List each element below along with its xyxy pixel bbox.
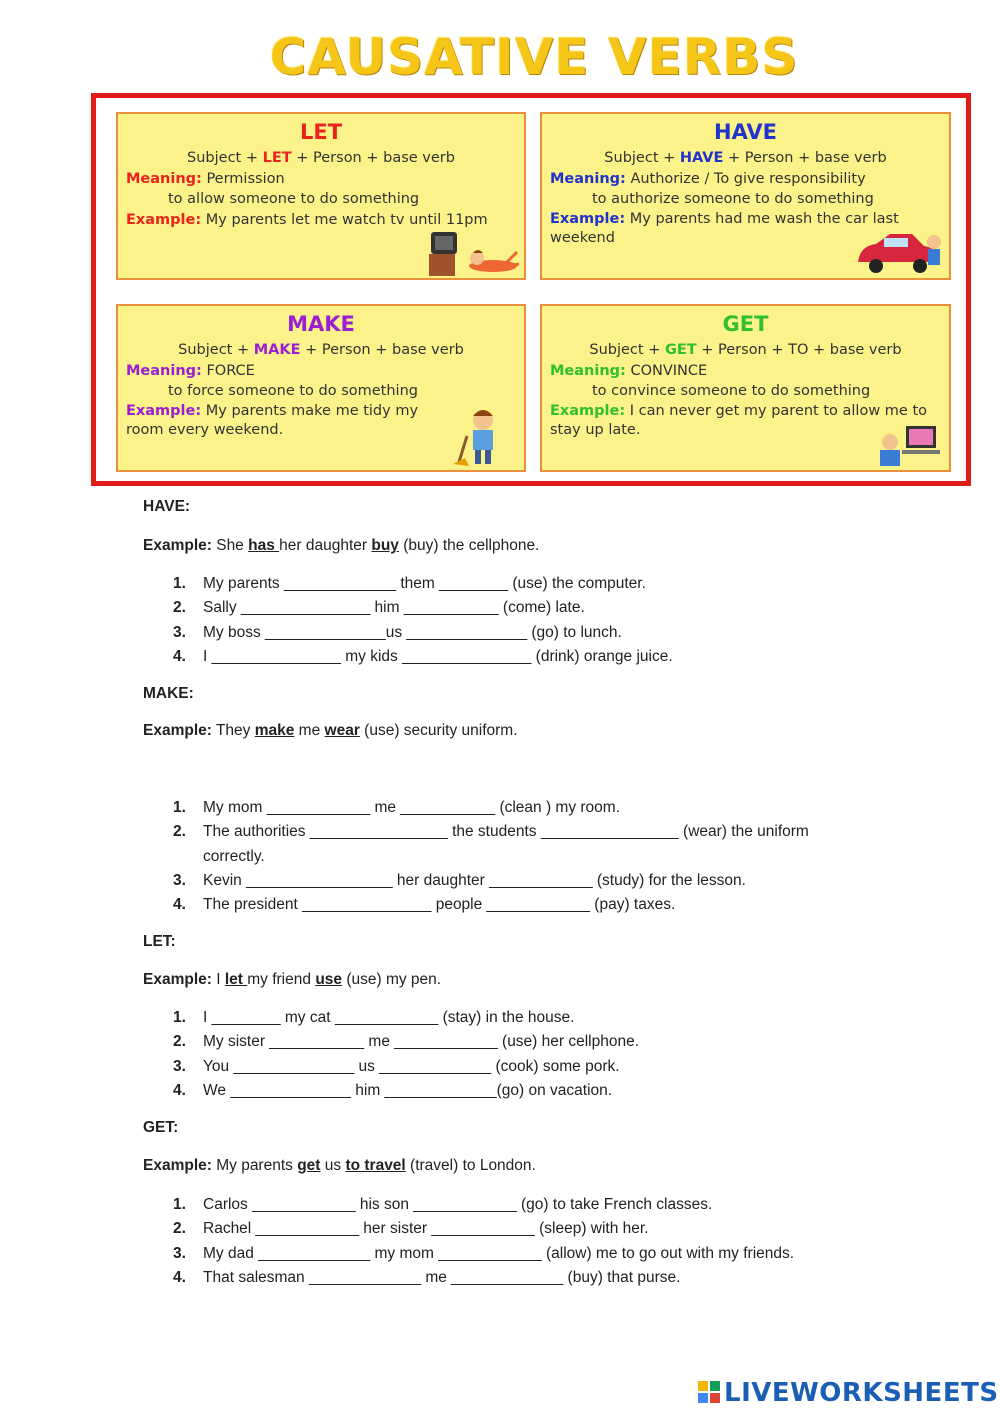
section-make-heading: MAKE: (143, 685, 194, 702)
list-item[interactable]: 1. Carlos ____________ his son ____________ (go) to take French classes. (173, 1196, 713, 1213)
logo-grid-icon (698, 1381, 720, 1403)
section-make-list (143, 796, 843, 917)
section-get-example: Example: My parents get us to travel (travel) to London. (143, 1157, 536, 1174)
list-item[interactable]: 3. My dad _____________ my mom ____________ (allow) me to go out with my friends. (173, 1244, 795, 1262)
list-item[interactable]: 3. My boss ______________us ______________ (go) to lunch. (173, 623, 622, 641)
card-have-formula: Subject + HAVE + Person + base verb (604, 150, 887, 166)
card-get (540, 304, 951, 472)
card-let-meaning: Meaning: Permission (126, 170, 285, 187)
card-let (116, 112, 526, 280)
card-let-gloss: to allow someone to do something (168, 191, 420, 207)
car-wash-illustration (854, 224, 946, 278)
liveworksheets-logo[interactable] (698, 1378, 999, 1408)
list-item[interactable]: 4. We ______________ him _____________(go) on vacation. (173, 1081, 613, 1099)
tv-kid-illustration (423, 226, 523, 278)
section-get-heading: GET: (143, 1119, 179, 1136)
section-make-example: Example: They make me wear (use) security uniform. (143, 722, 518, 739)
card-make-gloss: to force someone to do something (168, 383, 418, 399)
section-let-heading: LET: (143, 933, 176, 950)
list-item[interactable]: 2. My sister ___________ me ____________ (use) her cellphone. (173, 1033, 640, 1051)
list-item[interactable]: 1. I ________ my cat ____________ (stay) in the house. (173, 1009, 575, 1026)
card-have-gloss: to authorize someone to do something (592, 191, 874, 207)
list-item[interactable]: 3. Kevin _________________ her daughter ____________ (study) for the lesson. (173, 871, 746, 889)
card-make-example: Example: My parents make me tidy my room every weekend. (126, 402, 419, 438)
list-item[interactable]: 1. My mom ____________ me ___________ (clean ) my room. (173, 799, 621, 816)
card-make (116, 304, 526, 472)
page-title: CAUSATIVE VERBS (269, 28, 799, 86)
boy-sweeping-illustration (453, 406, 513, 468)
card-have-meaning: Meaning: Authorize / To give responsibility (550, 170, 866, 187)
section-let-list (143, 1006, 843, 1103)
section-have-example: Example: She has her daughter buy (buy) the cellphone. (143, 537, 540, 554)
rules-panel (91, 93, 971, 486)
list-item[interactable]: 4. I _______________ my kids _______________ (drink) orange juice. (173, 647, 673, 665)
card-have-example: Example: My parents had me wash the car last weekend (550, 210, 899, 246)
card-let-formula: Subject + LET + Person + base verb (187, 150, 455, 166)
card-get-heading: GET (722, 312, 769, 336)
card-have (540, 112, 951, 280)
kid-at-computer-illustration (872, 424, 942, 468)
card-have-heading: HAVE (714, 120, 777, 144)
logo-text: LIVEWORKSHEETS (724, 1378, 999, 1408)
card-get-gloss: to convince someone to do something (592, 383, 871, 399)
list-item[interactable]: 2. Sally _______________ him ___________ (come) late. (173, 599, 585, 617)
section-get-list (143, 1193, 843, 1290)
list-item[interactable]: 1. My parents _____________ them ________ (use) the computer. (173, 575, 646, 592)
card-make-meaning: Meaning: FORCE (126, 362, 255, 379)
section-have-list (143, 572, 843, 669)
card-make-formula: Subject + MAKE + Person + base verb (178, 342, 464, 358)
section-have-heading: HAVE: (143, 498, 191, 515)
card-let-example: Example: My parents let me watch tv until 11pm (126, 211, 488, 228)
card-get-meaning: Meaning: CONVINCE (550, 362, 708, 379)
card-get-formula: Subject + GET + Person + TO + base verb (589, 342, 902, 358)
list-item[interactable]: 2. Rachel ____________ her sister ____________ (sleep) with her. (173, 1220, 649, 1238)
list-item[interactable]: 4. The president _______________ people ____________ (pay) taxes. (173, 896, 676, 914)
section-let-example: Example: I let my friend use (use) my pen. (143, 971, 442, 988)
card-let-heading: LET (299, 120, 343, 144)
list-item[interactable]: 2. The authorities ________________ the students ________________ (wear) the uniform correctly. (173, 823, 809, 865)
card-get-example: Example: I can never get my parent to allow me to stay up late. (550, 402, 928, 438)
card-make-heading: MAKE (287, 312, 355, 336)
list-item[interactable]: 3. You ______________ us _____________ (cook) some pork. (173, 1057, 620, 1075)
list-item[interactable]: 4. That salesman _____________ me _____________ (buy) that purse. (173, 1268, 681, 1286)
